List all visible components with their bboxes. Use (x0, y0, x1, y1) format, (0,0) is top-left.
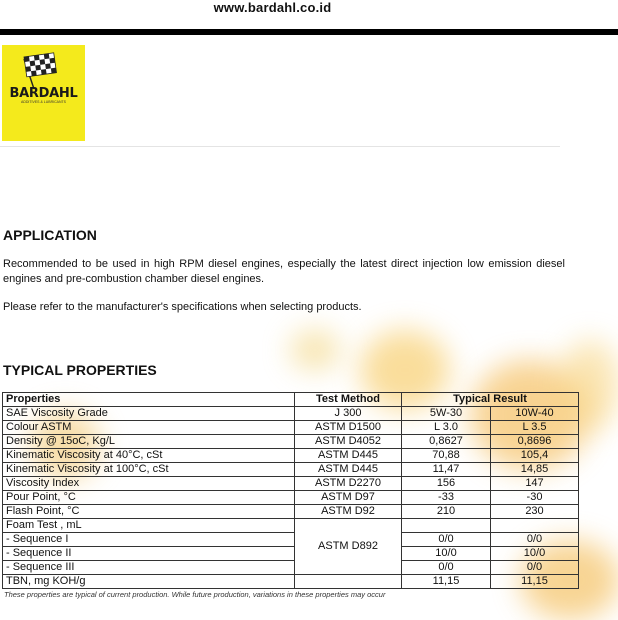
bardahl-logo (2, 45, 85, 141)
result-10w40-cell: 105,4 (491, 449, 579, 463)
table-row (3, 463, 579, 477)
result-5w30-cell: 5W-30 (402, 407, 491, 421)
foam-method-cell: ASTM D892 (295, 519, 402, 575)
method-cell: ASTM D97 (295, 491, 402, 505)
property-cell: Flash Point, °C (3, 505, 295, 519)
table-row (3, 477, 579, 491)
property-cell: Pour Point, °C (3, 491, 295, 505)
property-cell: - Sequence III (3, 561, 295, 575)
website-url[interactable]: www.bardahl.co.id (213, 0, 332, 15)
method-cell: ASTM D445 (295, 463, 402, 477)
application-description: Recommended to be used in high RPM diesel engines, especially the latest direct injection low emission diesel engines and pre-combustion chamber diesel engines. (3, 258, 565, 285)
result-10w40-cell: 0/0 (491, 561, 579, 575)
property-cell: - Sequence II (3, 547, 295, 561)
result-5w30-cell: 210 (402, 505, 491, 519)
result-5w30-cell (402, 519, 491, 533)
checkered-flag-icon (2, 47, 85, 91)
table-row (3, 421, 579, 435)
table-row (3, 491, 579, 505)
table-row (3, 533, 579, 547)
typical-properties-heading: TYPICAL PROPERTIES (3, 362, 157, 378)
result-10w40-cell: 0/0 (491, 533, 579, 547)
logo-tagline: ADDITIVES & LUBRICANTS (21, 100, 66, 104)
result-10w40-cell: -30 (491, 491, 579, 505)
table-row (3, 449, 579, 463)
table-row (3, 505, 579, 519)
table-header-row (3, 393, 579, 407)
method-cell: J 300 (295, 407, 402, 421)
property-cell: TBN, mg KOH/g (3, 575, 295, 589)
table-row (3, 561, 579, 575)
result-10w40-cell: 147 (491, 477, 579, 491)
result-10w40-cell: 230 (491, 505, 579, 519)
property-cell: Kinematic Viscosity at 40°C, cSt (3, 449, 295, 463)
property-cell: Kinematic Viscosity at 100°C, cSt (3, 463, 295, 477)
result-5w30-cell: 0/0 (402, 561, 491, 575)
background-decoration (290, 330, 340, 370)
property-cell: Colour ASTM (3, 421, 295, 435)
table-row (3, 435, 579, 449)
method-cell: ASTM D445 (295, 449, 402, 463)
property-cell: - Sequence I (3, 533, 295, 547)
method-cell: ASTM D2270 (295, 477, 402, 491)
method-cell (295, 575, 402, 589)
header-divider (0, 29, 618, 35)
header-typical-result: Typical Result (402, 393, 579, 407)
result-5w30-cell: -33 (402, 491, 491, 505)
header-test-method: Test Method (295, 393, 402, 407)
result-10w40-cell: 10/0 (491, 547, 579, 561)
properties-table (2, 392, 579, 589)
result-5w30-cell: 0,8627 (402, 435, 491, 449)
application-note: Please refer to the manufacturer's specifications when selecting products. (3, 301, 362, 313)
table-footnote: These properties are typical of current production. While future production, variations in these properties may occur (4, 590, 386, 599)
result-5w30-cell: 10/0 (402, 547, 491, 561)
method-cell: ASTM D1500 (295, 421, 402, 435)
table-row-foam-test (3, 519, 579, 533)
result-5w30-cell: 11,47 (402, 463, 491, 477)
property-cell: SAE Viscosity Grade (3, 407, 295, 421)
table-row (3, 575, 579, 589)
property-cell: Viscosity Index (3, 477, 295, 491)
header-properties: Properties (3, 393, 295, 407)
result-10w40-cell: 14,85 (491, 463, 579, 477)
result-5w30-cell: 70,88 (402, 449, 491, 463)
result-5w30-cell: 11,15 (402, 575, 491, 589)
result-10w40-cell: L 3.5 (491, 421, 579, 435)
result-10w40-cell: 11,15 (491, 575, 579, 589)
method-cell: ASTM D4052 (295, 435, 402, 449)
result-5w30-cell: 0/0 (402, 533, 491, 547)
result-5w30-cell: L 3.0 (402, 421, 491, 435)
table-row (3, 547, 579, 561)
method-cell: ASTM D92 (295, 505, 402, 519)
result-10w40-cell: 0,8696 (491, 435, 579, 449)
result-5w30-cell: 156 (402, 477, 491, 491)
application-heading: APPLICATION (3, 227, 97, 243)
property-cell: Density @ 15oC, Kg/L (3, 435, 295, 449)
property-cell: Foam Test , mL (3, 519, 295, 533)
logo-brand-text: BARDAHL (9, 86, 78, 101)
result-10w40-cell: 10W-40 (491, 407, 579, 421)
result-10w40-cell (491, 519, 579, 533)
section-divider (0, 146, 560, 147)
table-row (3, 407, 579, 421)
